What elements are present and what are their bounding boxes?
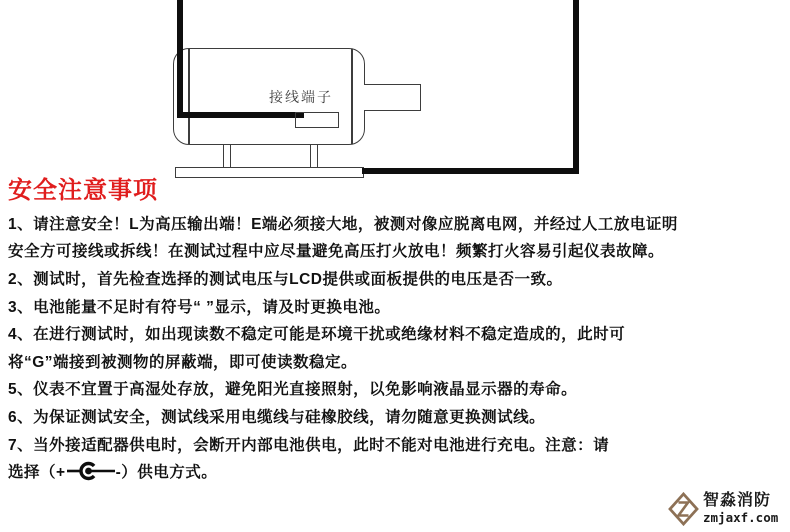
note-line: 2、测试时，首先检查选择的测试电压与LCD提供或面板提供的电压是否一致。 (8, 270, 563, 288)
motor-base-plate (175, 167, 364, 178)
note-line-prefix: 选择（+ (8, 464, 66, 482)
motor-shaft (364, 84, 421, 111)
motor-leg-right (310, 145, 318, 168)
brand-name: 智淼消防 (703, 492, 772, 510)
note-line: 6、为保证测试安全，测试线采用电缆线与硅橡胶线，请勿随意更换测试线。 (8, 408, 546, 426)
motor-leg-left (223, 145, 231, 168)
note-line: 4、在进行测试时，如出现读数不稳定可能是环境干扰或绝缘材料不稳定造成的，此时可 (8, 326, 626, 344)
earth-lead-wire-horizontal (362, 168, 579, 174)
brand-logo-text (703, 493, 778, 525)
note-line: 1、请注意安全！L为高压输出端！E端必须接大地，被测对像应脱离电网，并经过人工放电证明 (8, 215, 678, 233)
brand-logo (668, 492, 778, 526)
brand-website: zmjaxf.com (703, 510, 779, 526)
note-line: 安全方可接线或拆线！在测试过程中应尽量避免高压打火放电！频繁打火容易引起仪表故障。 (8, 243, 665, 261)
note-line-suffix: -）供电方式。 (115, 464, 218, 482)
note-line-power-mode (8, 457, 780, 485)
note-line: 将“G”端接到被测物的屏蔽端，即可使读数稳定。 (8, 353, 358, 371)
motor-endcap-line-left (188, 49, 190, 144)
terminal-label: 接线端子 (269, 89, 333, 105)
note-line: 5、仪表不宜置于高湿处存放，避免阳光直接照射，以免影响液晶显示器的寿命。 (8, 381, 578, 399)
hv-lead-wire-horizontal (177, 112, 304, 118)
dc-plug-polarity-icon (67, 460, 115, 482)
earth-lead-wire-vertical (573, 0, 579, 174)
safety-notes (8, 209, 780, 485)
note-line: 3、电池能量不足时有符号“ ”显示，请及时更换电池。 (8, 298, 391, 316)
hv-lead-wire-vertical (177, 0, 183, 118)
page-title: 安全注意事项 (8, 177, 158, 204)
note-line: 7、当外接适配器供电时，会断开内部电池供电，此时不能对电池进行充电。注意：请 (8, 436, 610, 454)
motor-endcap-line-right (351, 49, 353, 144)
brand-logo-icon (668, 492, 699, 526)
terminal-box (295, 112, 339, 128)
